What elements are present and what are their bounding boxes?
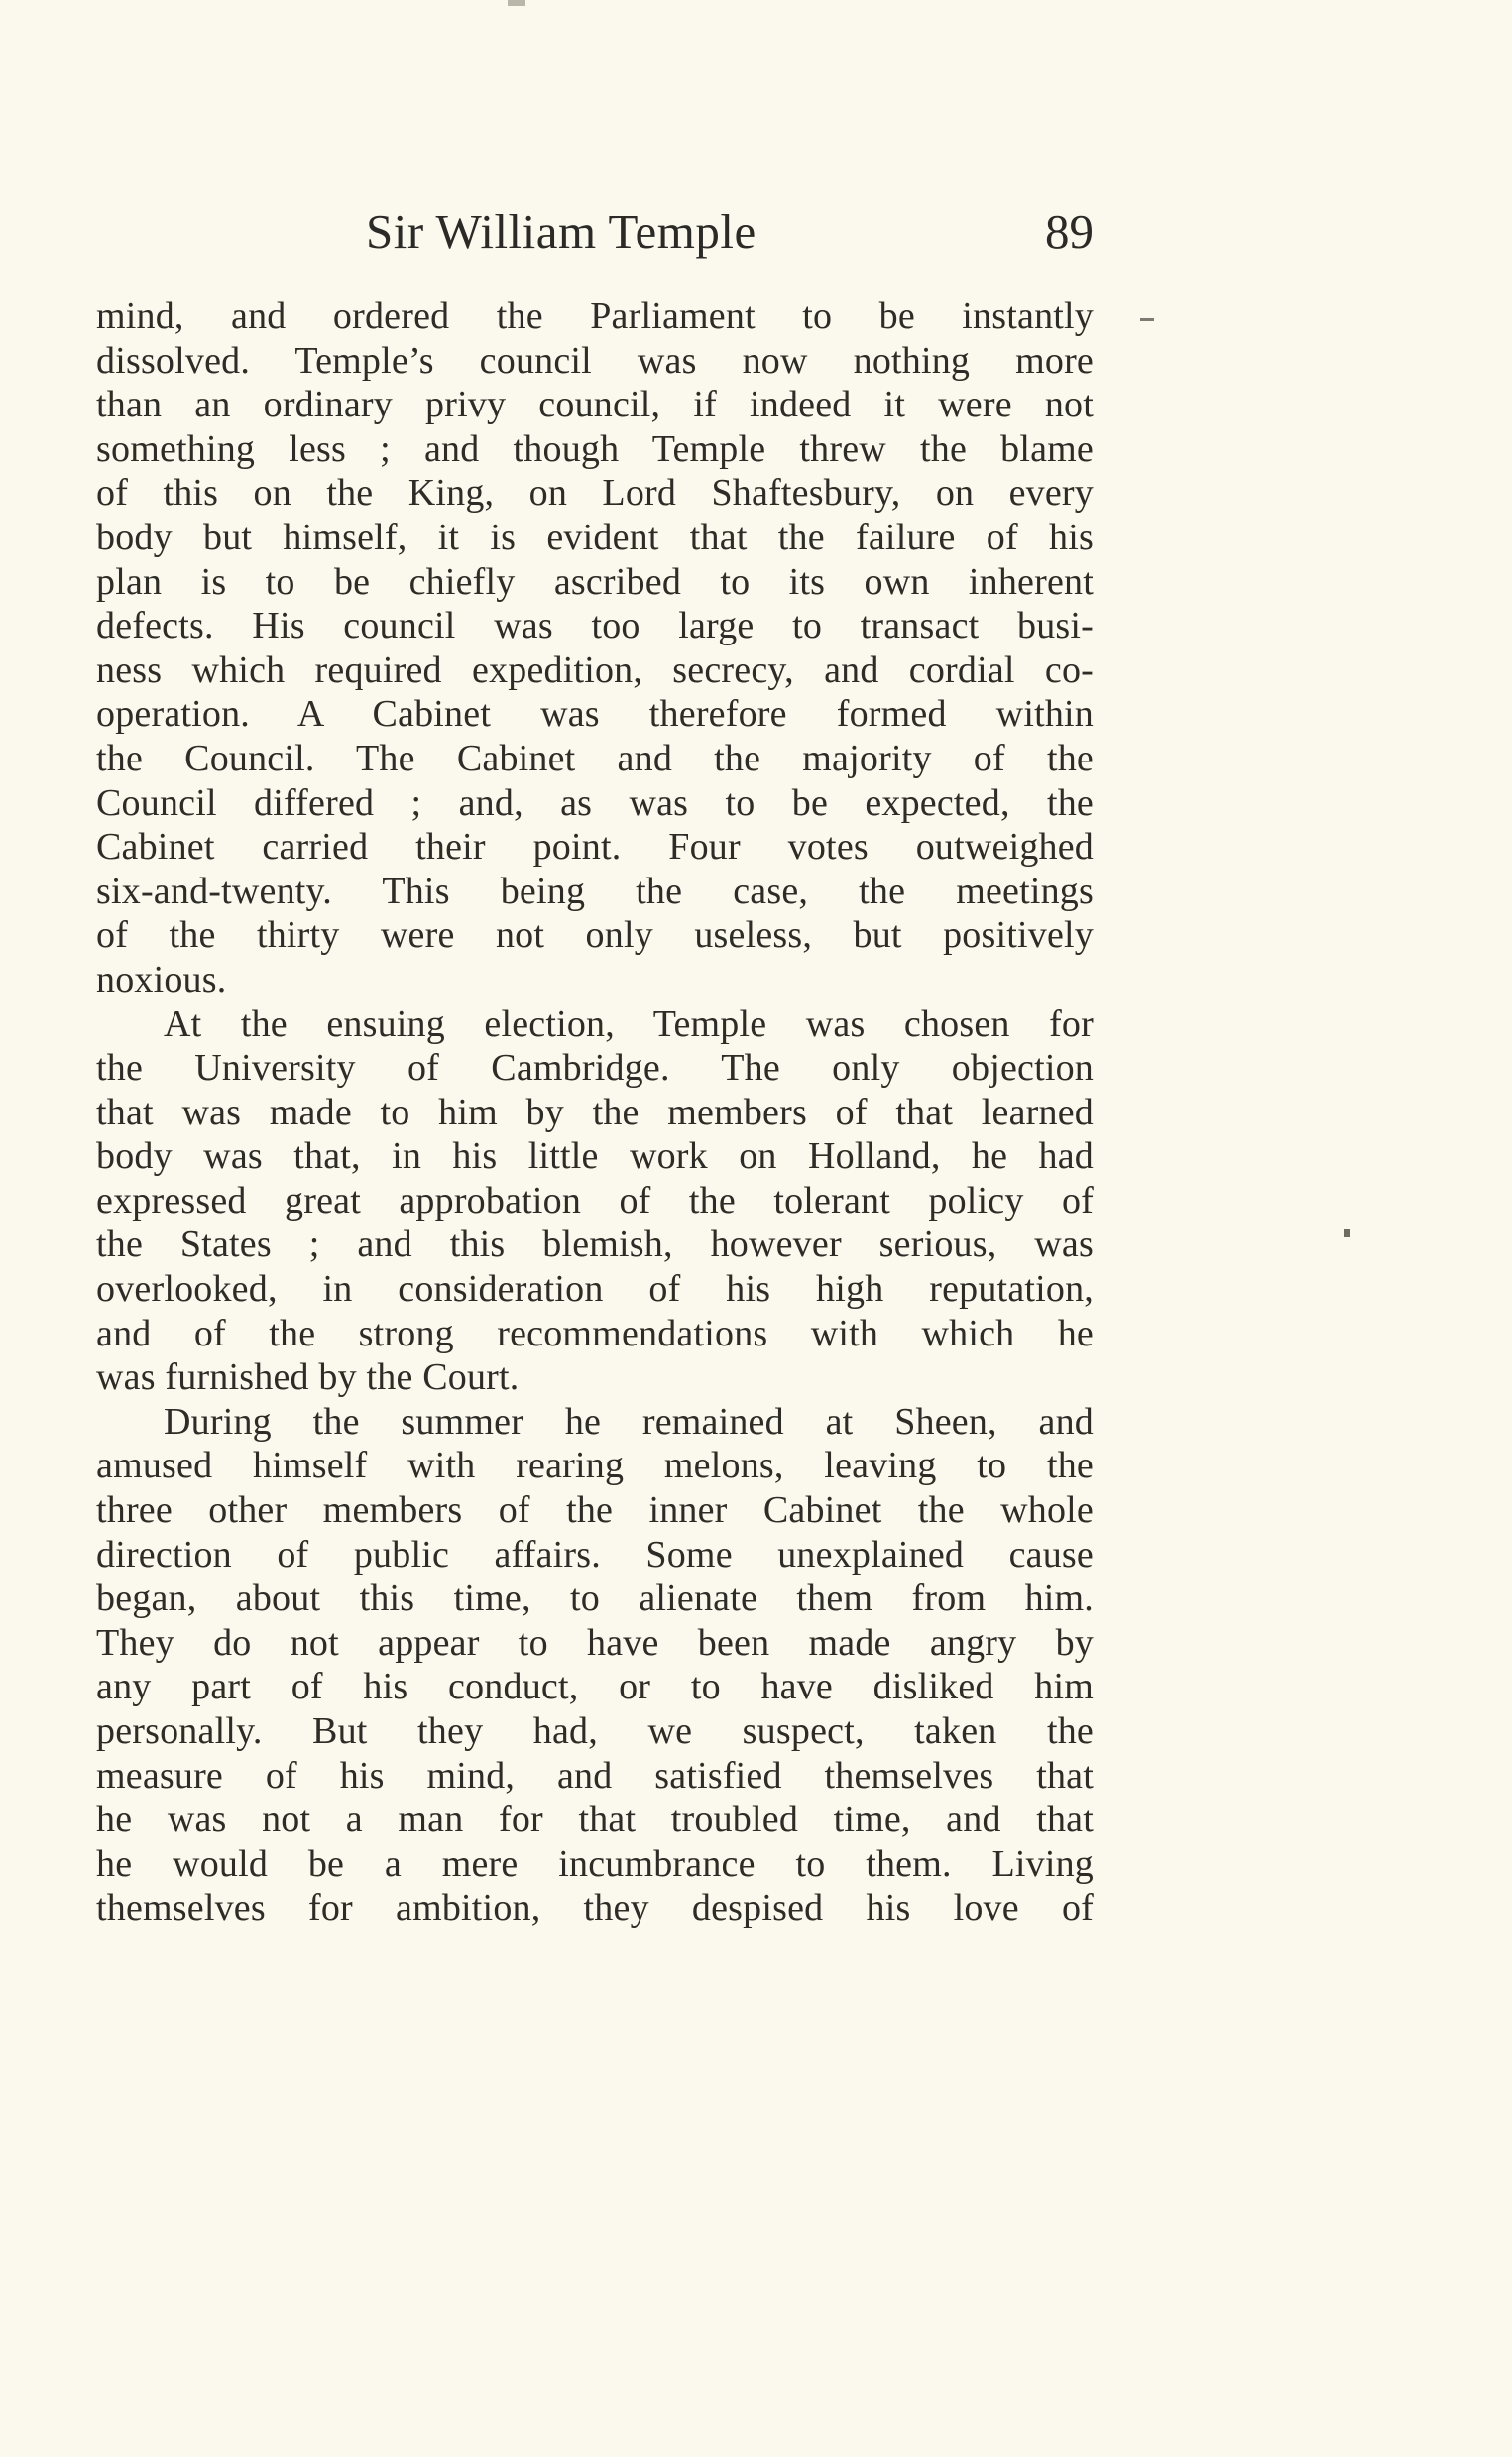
text-line: than an ordinary privy council, if indeed it were not xyxy=(96,384,1094,426)
text-line: plan is to be chiefly ascribed to its own inherent xyxy=(96,560,1094,603)
running-head xyxy=(96,203,1094,273)
text-line: At the ensuing election, Temple was chosen for xyxy=(164,1002,1094,1045)
text-line: themselves for ambition, they despised his love of xyxy=(96,1887,1094,1930)
text-line: the University of Cambridge. The only objection xyxy=(96,1047,1094,1090)
text-line: six-and-twenty. This being the case, the meetings xyxy=(96,870,1094,912)
text-line: of this on the King, on Lord Shaftesbury, on every xyxy=(96,472,1094,515)
text-line: measure of his mind, and satisfied themselves that xyxy=(96,1754,1094,1797)
text-line: direction of public affairs. Some unexplained cause xyxy=(96,1533,1094,1576)
text-line: the States ; and this blemish, however serious, was xyxy=(96,1224,1094,1266)
text-line: amused himself with rearing melons, leaving to the xyxy=(96,1445,1094,1487)
text-line: of the thirty were not only useless, but positively xyxy=(96,914,1094,957)
text-line: expressed great approbation of the tolerant policy of xyxy=(96,1179,1094,1222)
page-number: 89 xyxy=(1045,204,1094,259)
text-line: During the summer he remained at Sheen, and xyxy=(164,1400,1094,1443)
text-line: dissolved. Temple’s council was now nothing more xyxy=(96,339,1094,382)
text-line: defects. His council was too large to transact busi- xyxy=(96,605,1094,647)
margin-dot-mark xyxy=(1344,1229,1350,1237)
text-line: overlooked, in consideration of his high reputation, xyxy=(96,1268,1094,1311)
text-line: began, about this time, to alienate them from him. xyxy=(96,1578,1094,1620)
text-line: ness which required expedition, secrecy, and cordial co- xyxy=(96,648,1094,691)
text-line: that was made to him by the members of that learned xyxy=(96,1091,1094,1133)
text-line: he would be a mere incumbrance to them. Living xyxy=(96,1842,1094,1885)
text-line: personally. But they had, we suspect, taken the xyxy=(96,1710,1094,1752)
text-line: and of the strong recommendations with which he xyxy=(96,1312,1094,1354)
text-line: They do not appear to have been made angry by xyxy=(96,1621,1094,1664)
text-line: Cabinet carried their point. Four votes outweighed xyxy=(96,826,1094,869)
text-line: he was not a man for that troubled time, and that xyxy=(96,1799,1094,1841)
text-line: body but himself, it is evident that the failure of his xyxy=(96,516,1094,558)
text-line: operation. A Cabinet was therefore formed within xyxy=(96,693,1094,736)
text-line: body was that, in his little work on Holland, he had xyxy=(96,1135,1094,1178)
paragraph xyxy=(96,294,1094,1002)
text-line: three other members of the inner Cabinet the whole xyxy=(96,1489,1094,1532)
text-line: the Council. The Cabinet and the majority of the xyxy=(96,737,1094,779)
body-text xyxy=(96,294,1094,1930)
paragraph xyxy=(96,1002,1094,1400)
paragraph xyxy=(96,1400,1094,1930)
text-line: Council differed ; and, as was to be expected, the xyxy=(96,781,1094,824)
running-title: Sir William Temple xyxy=(366,204,756,259)
text-line: noxious. xyxy=(96,958,227,1000)
scan-mark-top xyxy=(508,0,525,6)
text-line: any part of his conduct, or to have disliked him xyxy=(96,1666,1094,1708)
margin-dash-mark xyxy=(1140,318,1154,321)
text-line: mind, and ordered the Parliament to be instantly xyxy=(96,295,1094,337)
text-line: something less ; and though Temple threw the blame xyxy=(96,427,1094,470)
text-line: was furnished by the Court. xyxy=(96,1356,520,1399)
